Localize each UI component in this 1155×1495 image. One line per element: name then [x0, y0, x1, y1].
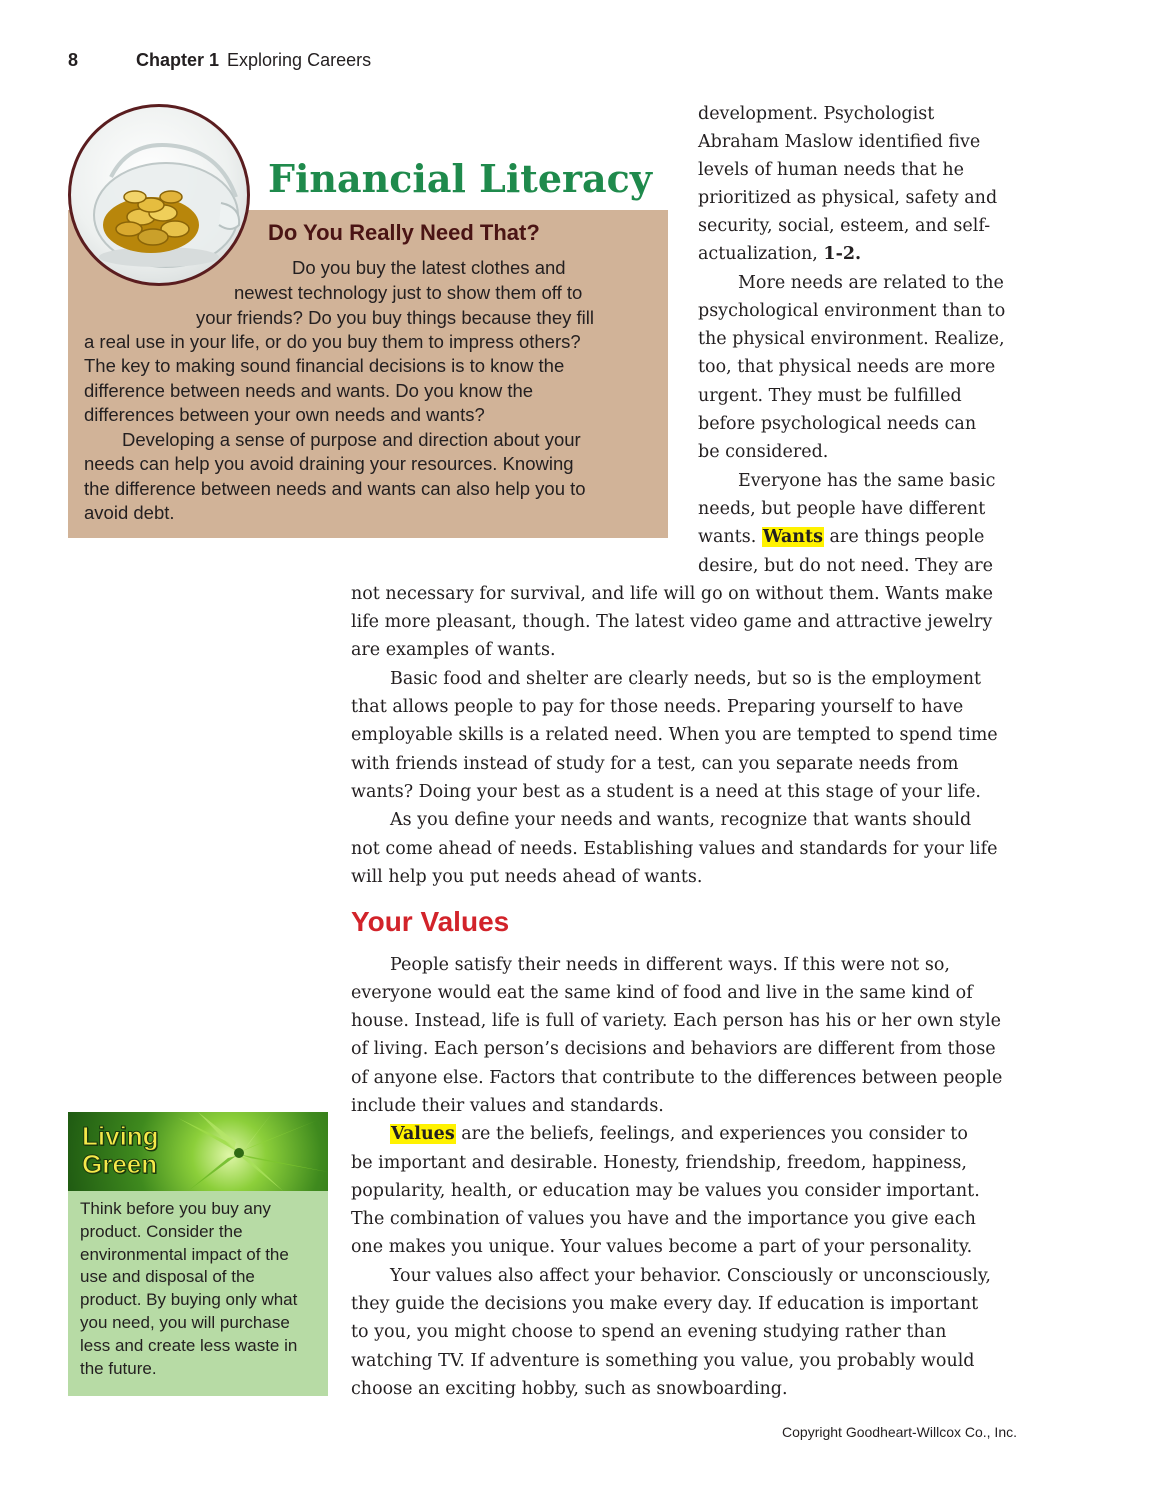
- feature-line: difference between needs and wants. Do you know the: [84, 380, 534, 401]
- body-line: psychological environment than to: [698, 301, 1006, 321]
- body-line: that allows people to pay for those needs. Preparing yourself to have: [351, 697, 964, 717]
- body-line: choose an exciting hobby, such as snowboarding.: [351, 1379, 788, 1399]
- piggy-bank-icon: [68, 104, 250, 286]
- body-line: they guide the decisions you make every day. If education is important: [351, 1294, 979, 1314]
- feature-subtitle: Do You Really Need That?: [268, 220, 540, 245]
- page-number: 8: [68, 50, 79, 70]
- body-line: everyone would eat the same kind of food and live in the same kind of: [351, 983, 973, 1003]
- body-line: desire, but do not need. They are: [698, 556, 993, 576]
- body-line: Basic food and shelter are clearly needs, but so is the employment: [390, 669, 982, 689]
- feature-line: avoid debt.: [84, 502, 175, 523]
- body-line: actualization, 1-2.: [698, 244, 862, 264]
- feature-line: a real use in your life, or do you buy them to impress others?: [84, 331, 581, 352]
- body-line: security, social, esteem, and self-: [698, 216, 991, 236]
- body-line: employable skills is a related need. When you are tempted to spend time: [351, 725, 998, 745]
- body-line: be considered.: [698, 442, 829, 462]
- feature-line: the difference between needs and wants can also help you to: [84, 478, 586, 499]
- body-line: too, that physical needs are more: [698, 357, 996, 377]
- figure-reference: 1-2.: [823, 244, 862, 264]
- key-term-values: Values: [391, 1124, 455, 1144]
- body-line: watching TV. If adventure is something you value, you probably would: [351, 1351, 975, 1371]
- chapter-label: Chapter 1: [136, 50, 220, 70]
- body-line: of anyone else. Factors that contribute to the differences between people: [351, 1068, 1003, 1088]
- chapter-title: Exploring Careers: [227, 50, 372, 70]
- body-line: wants? Doing your best as a student is a need at this stage of your life.: [351, 782, 981, 802]
- feature-line: newest technology just to show them off to: [234, 282, 583, 303]
- feature-line: differences between your own needs and wants?: [84, 404, 485, 425]
- section-heading: Your Values: [351, 906, 510, 937]
- living-green-word-1: Living: [82, 1121, 159, 1151]
- feature-title: Financial Literacy: [268, 156, 652, 201]
- key-term-wants: Wants: [762, 527, 823, 547]
- body-line: Everyone has the same basic: [738, 471, 996, 491]
- body-line: before psychological needs can: [698, 414, 977, 434]
- copyright: Copyright Goodheart-Willcox Co., Inc.: [782, 1424, 1017, 1440]
- body-line: levels of human needs that he: [698, 160, 965, 180]
- body-line: As you define your needs and wants, recognize that wants should: [390, 810, 972, 830]
- body-line: People satisfy their needs in different ways. If this were not so,: [390, 955, 950, 975]
- body-line: prioritized as physical, safety and: [698, 188, 998, 208]
- body-line: life more pleasant, though. The latest video game and attractive jewelry: [351, 612, 993, 632]
- body-line: More needs are related to the: [738, 273, 1004, 293]
- body-line: Abraham Maslow identified five: [698, 132, 981, 152]
- body-line: Your values also affect your behavior. Consciously or unconsciously,: [390, 1266, 991, 1286]
- body-line: one makes you unique. Your values become a part of your personality.: [351, 1237, 973, 1257]
- body-line: include their values and standards.: [351, 1096, 664, 1116]
- body-line: with friends instead of study for a test, can you separate needs from: [351, 754, 959, 774]
- body-line: not come ahead of needs. Establishing values and standards for your life: [351, 839, 998, 859]
- body-line: urgent. They must be fulfilled: [698, 386, 962, 406]
- feature-line: needs can help you avoid draining your resources. Knowing: [84, 453, 574, 474]
- body-line: not necessary for survival, and life will go on without them. Wants make: [351, 584, 993, 604]
- body-line: be important and desirable. Honesty, friendship, freedom, happiness,: [351, 1153, 967, 1173]
- running-head: [68, 50, 371, 71]
- body-line: Values are the beliefs, feelings, and experiences you consider to: [391, 1124, 968, 1144]
- living-green-text: Think before you buy any product. Consider the environmental impact of the use and disposal of the product. By buying only what you need, you will purchase less and create less waste in the future.: [80, 1199, 298, 1378]
- body-line: The combination of values you have and the importance you give each: [351, 1209, 976, 1229]
- body-line: wants. Wants are things people: [698, 527, 985, 547]
- living-green-word-2: Green: [82, 1149, 158, 1179]
- body-line: of living. Each person’s decisions and behaviors are different from those: [351, 1039, 996, 1059]
- body-line: to you, you might choose to spend an evening studying rather than: [351, 1322, 947, 1342]
- body-line: will help you put needs ahead of wants.: [351, 867, 703, 887]
- feature-line: Developing a sense of purpose and direction about your: [122, 429, 581, 450]
- feature-line: The key to making sound financial decisions is to know the: [84, 355, 565, 376]
- living-green-box: [68, 1112, 328, 1396]
- feature-line: Do you buy the latest clothes and: [292, 257, 566, 278]
- body-line: the physical environment. Realize,: [698, 329, 1005, 349]
- body-line: house. Instead, life is full of variety. Each person has his or her own style: [351, 1011, 1002, 1031]
- body-line: popularity, health, or education may be values you consider important.: [351, 1181, 980, 1201]
- body-line: development. Psychologist: [698, 104, 935, 124]
- feature-line: your friends? Do you buy things because they fill: [196, 307, 594, 328]
- living-green-banner: [68, 1112, 328, 1191]
- body-line: are examples of wants.: [351, 640, 556, 660]
- body-line: needs, but people have different: [698, 499, 986, 519]
